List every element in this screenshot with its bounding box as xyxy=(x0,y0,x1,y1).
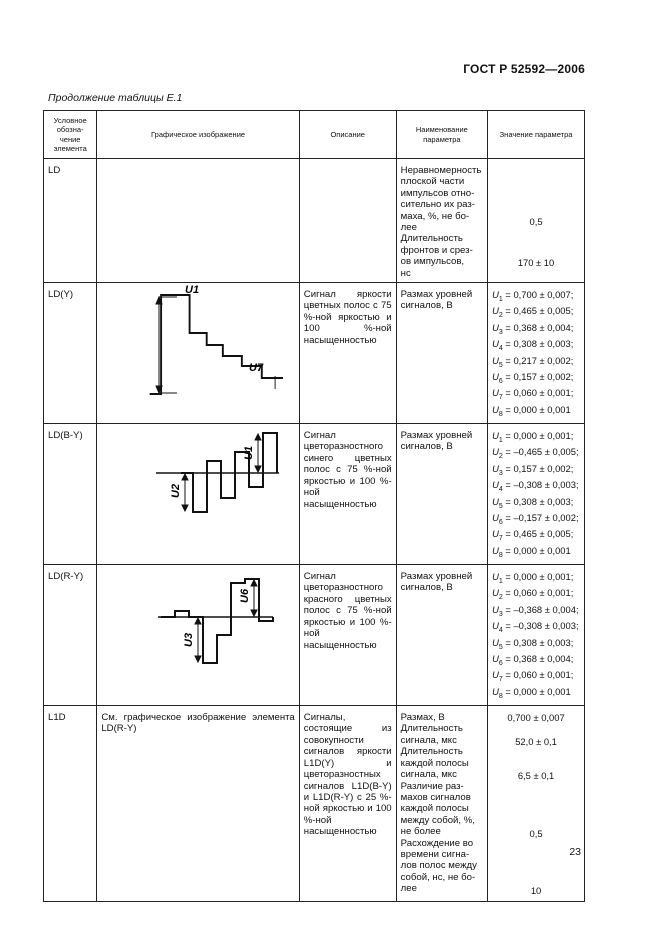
col-header-graphic: Графическое изображение xyxy=(97,111,299,159)
table-row xyxy=(44,283,585,424)
value-line: 170 ± 10 xyxy=(517,256,555,268)
param-line: Длительность xyxy=(400,746,463,758)
symbol-index: 6 xyxy=(498,518,503,526)
value-text: = –0,368 ± 0,004; xyxy=(502,603,579,615)
param-line: каждой полосы xyxy=(400,757,469,769)
value-cell xyxy=(488,283,585,424)
value-text: = 0,000 ± 0,001 xyxy=(502,403,571,415)
luminance-staircase-waveform xyxy=(97,283,283,403)
description-cell: Сигнал цветоразностного синего цветных полос с 75 %-ной яркостью и 100 %-ной насыщенностью xyxy=(299,424,396,565)
value-line xyxy=(492,446,580,462)
symbol-u: U xyxy=(492,495,499,507)
symbol-u: U xyxy=(492,338,499,350)
param-line: ов импульсов, xyxy=(400,256,465,268)
description-cell xyxy=(299,159,396,283)
value-text: = 0,157 ± 0,002; xyxy=(502,462,574,474)
symbol-u: U xyxy=(492,636,499,648)
symbol-u: U xyxy=(492,544,499,556)
param-line: Неравномерность xyxy=(400,165,482,176)
param-line: сигнала, мкс xyxy=(400,769,457,781)
value-line xyxy=(492,322,580,338)
value-line: 52,0 ± 0,1 xyxy=(515,735,557,747)
value-line xyxy=(492,620,580,636)
symbol-index: 2 xyxy=(498,453,503,461)
description-cell: Сигналы, состоящие из совокупности сигналов яркости L1D(Y) и цветоразностных сигналов L1D(B-Y) и L1D(R-Y) с 25 %-ной яркостью и 100 %-ной насыщенностью xyxy=(299,706,396,902)
symbol-index: 7 xyxy=(498,676,503,684)
value-text: = 0,368 ± 0,004; xyxy=(502,652,574,664)
value-line xyxy=(492,479,580,495)
symbol-index: 1 xyxy=(498,436,503,444)
symbol-index: 2 xyxy=(498,594,503,602)
symbol-u: U xyxy=(492,587,499,599)
value-line xyxy=(492,653,580,669)
value-text: = 0,308 ± 0,003; xyxy=(502,636,574,648)
value-line xyxy=(492,545,580,561)
page-number: 23 xyxy=(569,846,581,858)
value-cell xyxy=(488,424,585,565)
red-difference-waveform xyxy=(97,565,283,675)
value-text: = 0,308 ± 0,003; xyxy=(502,338,574,350)
value-text: = 0,000 ± 0,001 xyxy=(502,544,571,556)
symbol-u: U xyxy=(492,528,499,540)
symbol-index: 2 xyxy=(498,312,503,320)
value-text: = –0,465 ± 0,005; xyxy=(502,446,579,458)
document-header: ГОСТ Р 52592—2006 xyxy=(463,62,585,76)
table-row xyxy=(44,159,585,283)
element-code: LD(B-Y) xyxy=(44,424,97,565)
symbol-index: 4 xyxy=(498,345,503,353)
value-text: = 0,700 ± 0,007; xyxy=(502,289,574,301)
value-line xyxy=(492,404,580,420)
param-line: Расхождение во xyxy=(400,837,474,849)
symbol-u: U xyxy=(492,430,499,442)
value-line xyxy=(492,496,580,512)
symbol-u: U xyxy=(492,685,499,697)
symbol-index: 5 xyxy=(498,502,503,510)
col-header-description: Описание xyxy=(299,111,396,159)
value-line xyxy=(492,604,580,620)
value-line xyxy=(492,355,580,371)
param-line: Размах, В xyxy=(400,712,445,724)
table-row xyxy=(44,706,585,902)
blue-difference-waveform xyxy=(97,424,283,524)
graphic-cell xyxy=(97,159,299,283)
param-line: Различие раз- xyxy=(400,780,464,792)
param-line: сигнала, мкс xyxy=(400,734,457,746)
graphic-cell: См. графическое изображение элемента LD(R-Y) xyxy=(97,706,299,902)
graphic-cell xyxy=(97,283,299,424)
symbol-index: 8 xyxy=(498,692,503,700)
symbol-index: 7 xyxy=(498,535,503,543)
value-text: = 0,308 ± 0,003; xyxy=(502,495,574,507)
parameter-cell: Размах уровней сигналов, В xyxy=(396,283,487,424)
value-line xyxy=(492,571,580,587)
param-line: импульсов отно- xyxy=(400,187,475,199)
param-line: времени сигна- xyxy=(400,848,470,860)
symbol-index: 4 xyxy=(498,627,503,635)
value-line xyxy=(492,305,580,321)
value-line xyxy=(492,669,580,685)
table-row xyxy=(44,424,585,565)
value-cell xyxy=(488,159,585,283)
symbol-u: U xyxy=(492,370,499,382)
symbol-u: U xyxy=(492,603,499,615)
value-line xyxy=(492,686,580,702)
table-row xyxy=(44,565,585,706)
param-line: Длительность xyxy=(400,233,463,245)
param-line: лов полос между xyxy=(400,860,477,872)
param-line: маха, %, не бо- xyxy=(400,210,470,222)
graphic-cell xyxy=(97,565,299,706)
value-line xyxy=(492,371,580,387)
waveform-label: U6 xyxy=(239,589,252,604)
symbol-index: 8 xyxy=(498,551,503,559)
symbol-u: U xyxy=(492,652,499,664)
col-header-parameter: Наименование параметра xyxy=(396,111,487,159)
param-line: каждой полосы xyxy=(400,803,469,815)
symbol-u: U xyxy=(492,620,499,632)
symbol-u: U xyxy=(492,669,499,681)
param-line: лее xyxy=(400,222,417,234)
element-code: LD(Y) xyxy=(44,283,97,424)
element-code: LD(R-Y) xyxy=(44,565,97,706)
symbol-index: 1 xyxy=(498,295,503,303)
value-line: 0,5 xyxy=(529,216,543,227)
param-line: плоской части xyxy=(400,176,465,188)
value-text: = 0,157 ± 0,002; xyxy=(502,370,574,382)
symbol-u: U xyxy=(492,403,499,415)
value-text: = 0,060 ± 0,001; xyxy=(502,669,574,681)
value-line: 6,5 ± 0,1 xyxy=(517,770,555,782)
value-text: = 0,217 ± 0,002; xyxy=(502,354,574,366)
value-line xyxy=(492,387,580,403)
param-line: не более xyxy=(400,826,441,838)
parameter-cell xyxy=(396,159,487,283)
element-code: L1D xyxy=(44,706,97,902)
value-text: = 0,368 ± 0,004; xyxy=(502,321,574,333)
value-line xyxy=(492,463,580,479)
col-header-value: Значение параметра xyxy=(488,111,585,159)
waveform-label: U2 xyxy=(170,484,183,499)
symbol-index: 7 xyxy=(498,394,503,402)
symbol-index: 3 xyxy=(498,328,503,336)
symbol-index: 5 xyxy=(498,361,503,369)
value-line xyxy=(492,637,580,653)
value-line xyxy=(492,430,580,446)
graphic-cell xyxy=(97,424,299,565)
param-line: лее xyxy=(400,883,417,895)
value-line xyxy=(492,528,580,544)
value-line xyxy=(492,289,580,305)
value-cell xyxy=(488,706,585,902)
symbol-u: U xyxy=(492,305,499,317)
value-text: = 0,060 ± 0,001; xyxy=(502,387,574,399)
param-line: Длительность xyxy=(400,723,463,735)
symbol-index: 6 xyxy=(498,659,503,667)
parameters-table xyxy=(43,110,585,902)
value-text: = –0,308 ± 0,003; xyxy=(502,479,579,491)
value-line xyxy=(492,338,580,354)
symbol-u: U xyxy=(492,321,499,333)
waveform-label: U1 xyxy=(243,446,256,461)
table-caption: Продолжение таблицы Е.1 xyxy=(48,92,183,104)
symbol-index: 4 xyxy=(498,486,503,494)
value-text: = 0,000 ± 0,001; xyxy=(502,571,574,583)
value-text: = 0,060 ± 0,001; xyxy=(502,587,574,599)
col-header-code: Условное обозна-чение элемента xyxy=(44,111,97,159)
value-line: 0,700 ± 0,007 xyxy=(507,712,565,724)
value-text: = 0,000 ± 0,001 xyxy=(502,685,571,697)
element-code: LD xyxy=(44,159,97,283)
symbol-u: U xyxy=(492,289,499,301)
param-line: между собой, %, xyxy=(400,814,475,826)
symbol-u: U xyxy=(492,571,499,583)
parameter-cell: Размах уровней сигналов, В xyxy=(396,424,487,565)
symbol-u: U xyxy=(492,462,499,474)
description-cell: Сигнал яркости цветных полос с 75 %-ной яркостью и 100 %-ной насыщенностью xyxy=(299,283,396,424)
value-text: = 0,000 ± 0,001; xyxy=(502,430,574,442)
symbol-u: U xyxy=(492,511,499,523)
symbol-index: 1 xyxy=(498,577,503,585)
symbol-u: U xyxy=(492,354,499,366)
param-line: нс xyxy=(400,267,411,279)
param-line: фронтов и срез- xyxy=(400,244,473,256)
value-text: = –0,308 ± 0,003; xyxy=(502,620,579,632)
symbol-u: U xyxy=(492,446,499,458)
value-cell xyxy=(488,565,585,706)
value-text: = 0,465 ± 0,005; xyxy=(502,528,574,540)
symbol-u: U xyxy=(492,479,499,491)
waveform-label: U3 xyxy=(183,633,196,648)
symbol-index: 6 xyxy=(498,377,503,385)
value-line xyxy=(492,512,580,528)
value-text: = 0,465 ± 0,005; xyxy=(502,305,574,317)
symbol-index: 3 xyxy=(498,469,503,477)
waveform-label: U1 xyxy=(185,284,200,297)
param-line: махов сигналов xyxy=(400,791,471,803)
table-header-row xyxy=(44,111,585,159)
param-line: собой, нс, не бо- xyxy=(400,871,476,883)
symbol-index: 3 xyxy=(498,610,503,618)
waveform-label: U7 xyxy=(249,362,264,375)
symbol-index: 5 xyxy=(498,643,503,651)
symbol-index: 8 xyxy=(498,410,503,418)
parameter-cell: Размах уровней сигналов, В xyxy=(396,565,487,706)
parameter-cell xyxy=(396,706,487,902)
value-line: 0,5 xyxy=(529,827,543,839)
symbol-u: U xyxy=(492,387,499,399)
value-line: 10 xyxy=(530,885,542,897)
value-text: = –0,157 ± 0,002; xyxy=(502,511,579,523)
description-cell: Сигнал цветоразностного красного цветных полос с 75 %-ной яркостью и 100 %-ной насыщенностью xyxy=(299,565,396,706)
param-line: сительно их раз- xyxy=(400,199,475,211)
value-line xyxy=(492,587,580,603)
